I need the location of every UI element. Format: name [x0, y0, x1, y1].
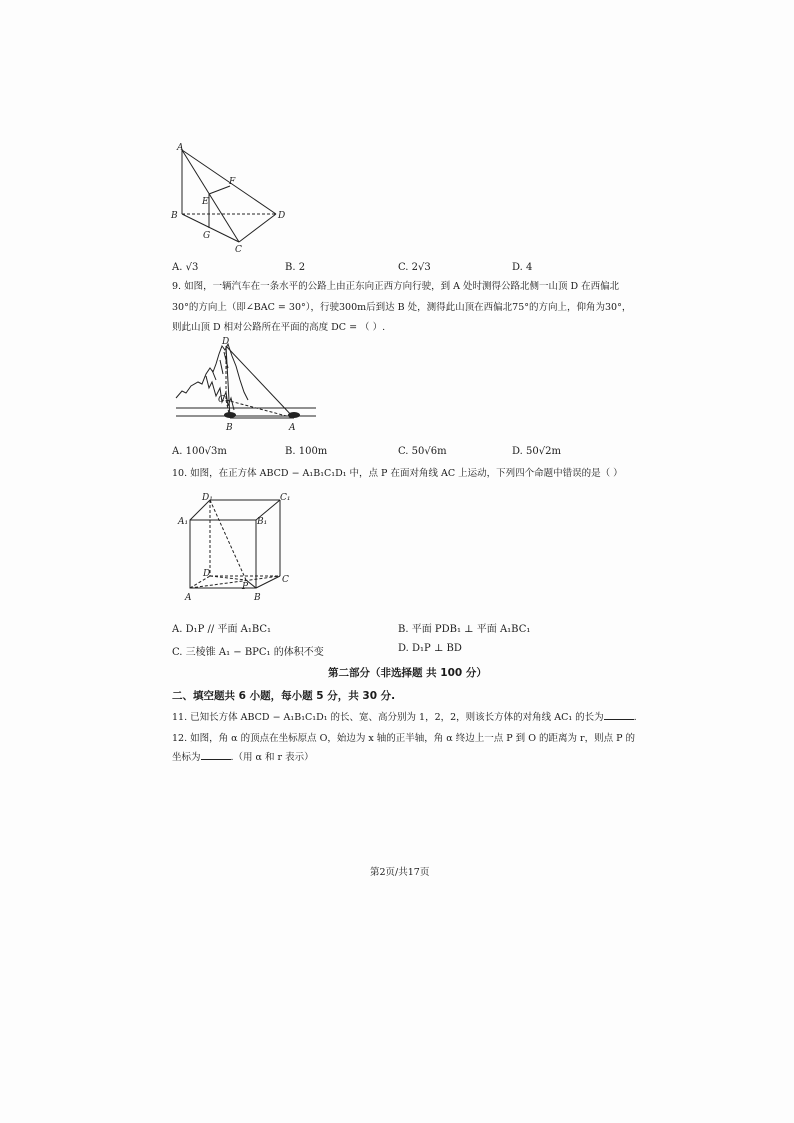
q11-question: 11. 已知长方体 ABCD − A₁B₁C₁D₁ 的长、宽、高分别为 1，2，2，则该长方体的对角线 AC₁ 的长为 .	[172, 712, 637, 723]
q8-option-a[interactable]: A. √3	[172, 262, 199, 273]
q10-line-1: 10. 如图，在正方体 ABCD − A₁B₁C₁D₁ 中，点 P 在面对角线 AC 上运动，下列四个命题中错误的是（ ）	[172, 468, 623, 479]
q8-geometry-figure	[168, 140, 298, 255]
label-D: D	[203, 569, 211, 579]
label-B1: B₁	[257, 517, 268, 527]
label-D: D	[222, 337, 230, 347]
label-A: A	[177, 143, 184, 153]
edge-A1D1	[190, 500, 210, 520]
label-B: B	[171, 211, 178, 221]
q9-option-b[interactable]: B. 100m	[285, 446, 328, 457]
label-C1: C₁	[280, 493, 291, 503]
label-A1: A₁	[178, 517, 189, 527]
page-footer: 第2页/共17页	[370, 867, 430, 878]
label-D: D	[278, 211, 286, 221]
label-C: C	[282, 575, 289, 585]
q10-option-a[interactable]: A. D₁P // 平面 A₁BC₁	[172, 624, 272, 635]
q12-answer-blank[interactable]	[201, 750, 231, 760]
label-E: E	[202, 197, 209, 207]
line-CA	[226, 400, 294, 418]
mountain-outline	[176, 344, 248, 400]
label-A: A	[185, 593, 192, 603]
label-A: A	[289, 423, 296, 433]
label-B: B	[254, 593, 261, 603]
label-C: C	[235, 245, 242, 255]
label-C: C	[218, 395, 225, 405]
label-D1: D₁	[202, 493, 213, 503]
q12-line-1: 12. 如图，角 α 的顶点在坐标原点 O，始边为 x 轴的正半轴，角 α 终边上一点 P 到 O 的距离为 r，则点 P 的	[172, 733, 635, 744]
q9-line-3: 则此山顶 D 相对公路所在平面的高度 DC = （ ）.	[172, 322, 386, 333]
q9-line-1: 9. 如图，一辆汽车在一条水平的公路上由正东向正西方向行驶，到 A 处时测得公路北侧一山顶 D 在西偏北	[172, 281, 620, 292]
segment-D1P-dashed	[210, 500, 246, 580]
q9-option-c[interactable]: C. 50√6m	[398, 446, 447, 457]
q10-option-c[interactable]: C. 三棱锥 A₁ − BPC₁ 的体积不变	[172, 647, 324, 658]
edge-BC	[256, 576, 280, 588]
edge-CD	[239, 214, 276, 242]
segment-DP-dashed	[210, 576, 246, 580]
q8-option-b[interactable]: B. 2	[285, 262, 306, 273]
q8-option-d[interactable]: D. 4	[512, 262, 533, 273]
section2-title: 二、填空题共 6 小题，每小题 5 分，共 30 分.	[172, 690, 396, 702]
sight-line-AD	[226, 346, 294, 418]
edge-EF	[209, 186, 230, 194]
q10-option-d[interactable]: D. D₁P ⊥ BD	[398, 643, 462, 654]
q9-option-a[interactable]: A. 100√3m	[172, 446, 227, 457]
cube-front-face	[190, 520, 256, 588]
q9-option-d[interactable]: D. 50√2m	[512, 446, 561, 457]
q9-mountain-figure	[176, 336, 316, 432]
q9-line-2: 30°的方向上（即∠BAC = 30°），行驶300m后到达 B 处，测得此山顶在西偏北75°的方向上，仰角为30°，	[172, 302, 632, 313]
q10-option-b[interactable]: B. 平面 PDB₁ ⊥ 平面 A₁BC₁	[398, 624, 531, 635]
label-B: B	[226, 423, 233, 433]
q11-answer-blank[interactable]	[604, 710, 634, 720]
q10-cube-figure	[176, 490, 296, 610]
label-F: F	[229, 177, 236, 187]
part2-title: 第二部分（非选择题 共 100 分）	[328, 667, 487, 679]
label-P: P	[242, 582, 249, 592]
q12-line-2: 坐标为 .（用 α 和 r 表示）	[172, 752, 314, 763]
q8-option-c[interactable]: C. 2√3	[398, 262, 431, 273]
label-G: G	[203, 231, 211, 241]
